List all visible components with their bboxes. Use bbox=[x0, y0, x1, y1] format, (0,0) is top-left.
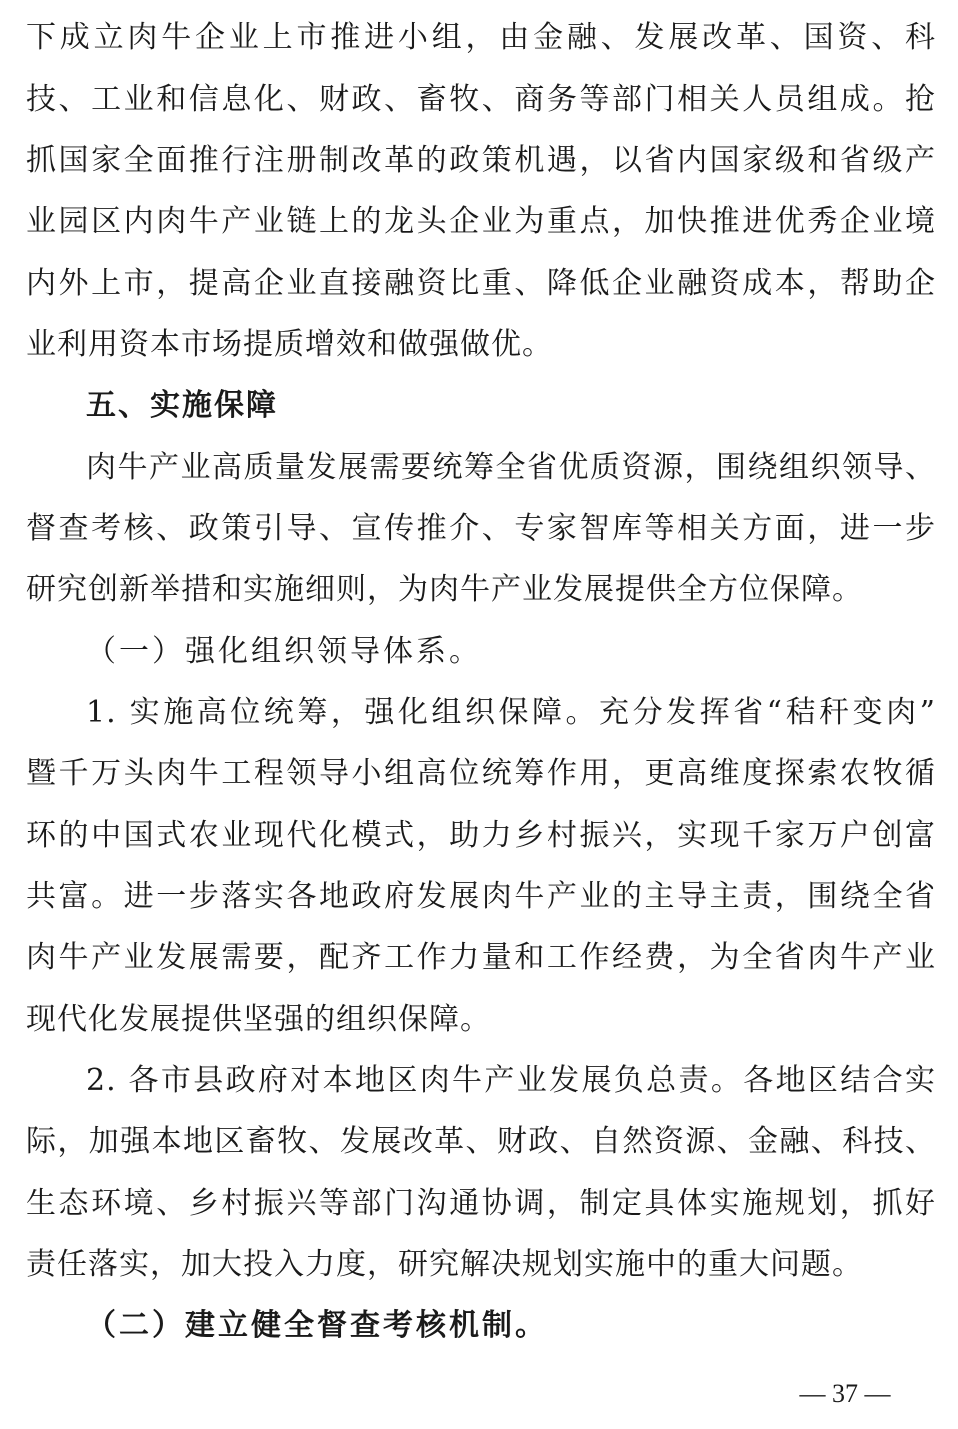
paragraph-line: 2. 各市县政府对本地区肉牛产业发展负总责。各地区结合实 bbox=[86, 1063, 936, 1098]
paragraph-line: 1. 实施高位统筹，强化组织保障。充分发挥省“秸秆变肉” bbox=[86, 695, 936, 730]
paragraph-line: 技、工业和信息化、财政、畜牧、商务等部门相关人员组成。抢 bbox=[26, 82, 936, 117]
paragraph-line: 际，加强本地区畜牧、发展改革、财政、自然资源、金融、科技、 bbox=[26, 1124, 936, 1159]
paragraph-line: 共富。进一步落实各地政府发展肉牛产业的主导主责，围绕全省 bbox=[26, 879, 936, 914]
paragraph-line: 肉牛产业发展需要，配齐工作力量和工作经费，为全省肉牛产业 bbox=[26, 940, 936, 975]
paragraph-line: 业利用资本市场提质增效和做强做优。 bbox=[26, 327, 553, 362]
paragraph-line: 内外上市，提高企业直接融资比重、降低企业融资成本，帮助企 bbox=[26, 266, 936, 301]
paragraph-line: 下成立肉牛企业上市推进小组，由金融、发展改革、国资、科 bbox=[26, 20, 936, 55]
page-number: — 37 — bbox=[799, 1379, 891, 1408]
subsection-heading: （二）建立健全督查考核机制。 bbox=[86, 1308, 548, 1343]
paragraph-line: 现代化发展提供坚强的组织保障。 bbox=[26, 1002, 491, 1037]
paragraph-line: 责任落实，加大投入力度，研究解决规划实施中的重大问题。 bbox=[26, 1247, 863, 1282]
paragraph-line: 生态环境、乡村振兴等部门沟通协调，制定具体实施规划，抓好 bbox=[26, 1186, 936, 1221]
paragraph-line: 环的中国式农业现代化模式，助力乡村振兴，实现千家万户创富 bbox=[26, 818, 936, 853]
paragraph-line: 研究创新举措和实施细则，为肉牛产业发展提供全方位保障。 bbox=[26, 572, 863, 607]
subsection-heading: （一）强化组织领导体系。 bbox=[86, 634, 482, 669]
section-heading: 五、实施保障 bbox=[86, 388, 278, 423]
paragraph-line: 业园区内肉牛产业链上的龙头企业为重点，加快推进优秀企业境 bbox=[26, 204, 936, 239]
paragraph-line: 督查考核、政策引导、宣传推介、专家智库等相关方面，进一步 bbox=[26, 511, 936, 546]
paragraph-line: 抓国家全面推行注册制改革的政策机遇，以省内国家级和省级产 bbox=[26, 143, 936, 178]
paragraph-line: 暨千万头肉牛工程领导小组高位统筹作用，更高维度探索农牧循 bbox=[26, 756, 936, 791]
paragraph-line: 肉牛产业高质量发展需要统筹全省优质资源，围绕组织领导、 bbox=[86, 450, 936, 485]
